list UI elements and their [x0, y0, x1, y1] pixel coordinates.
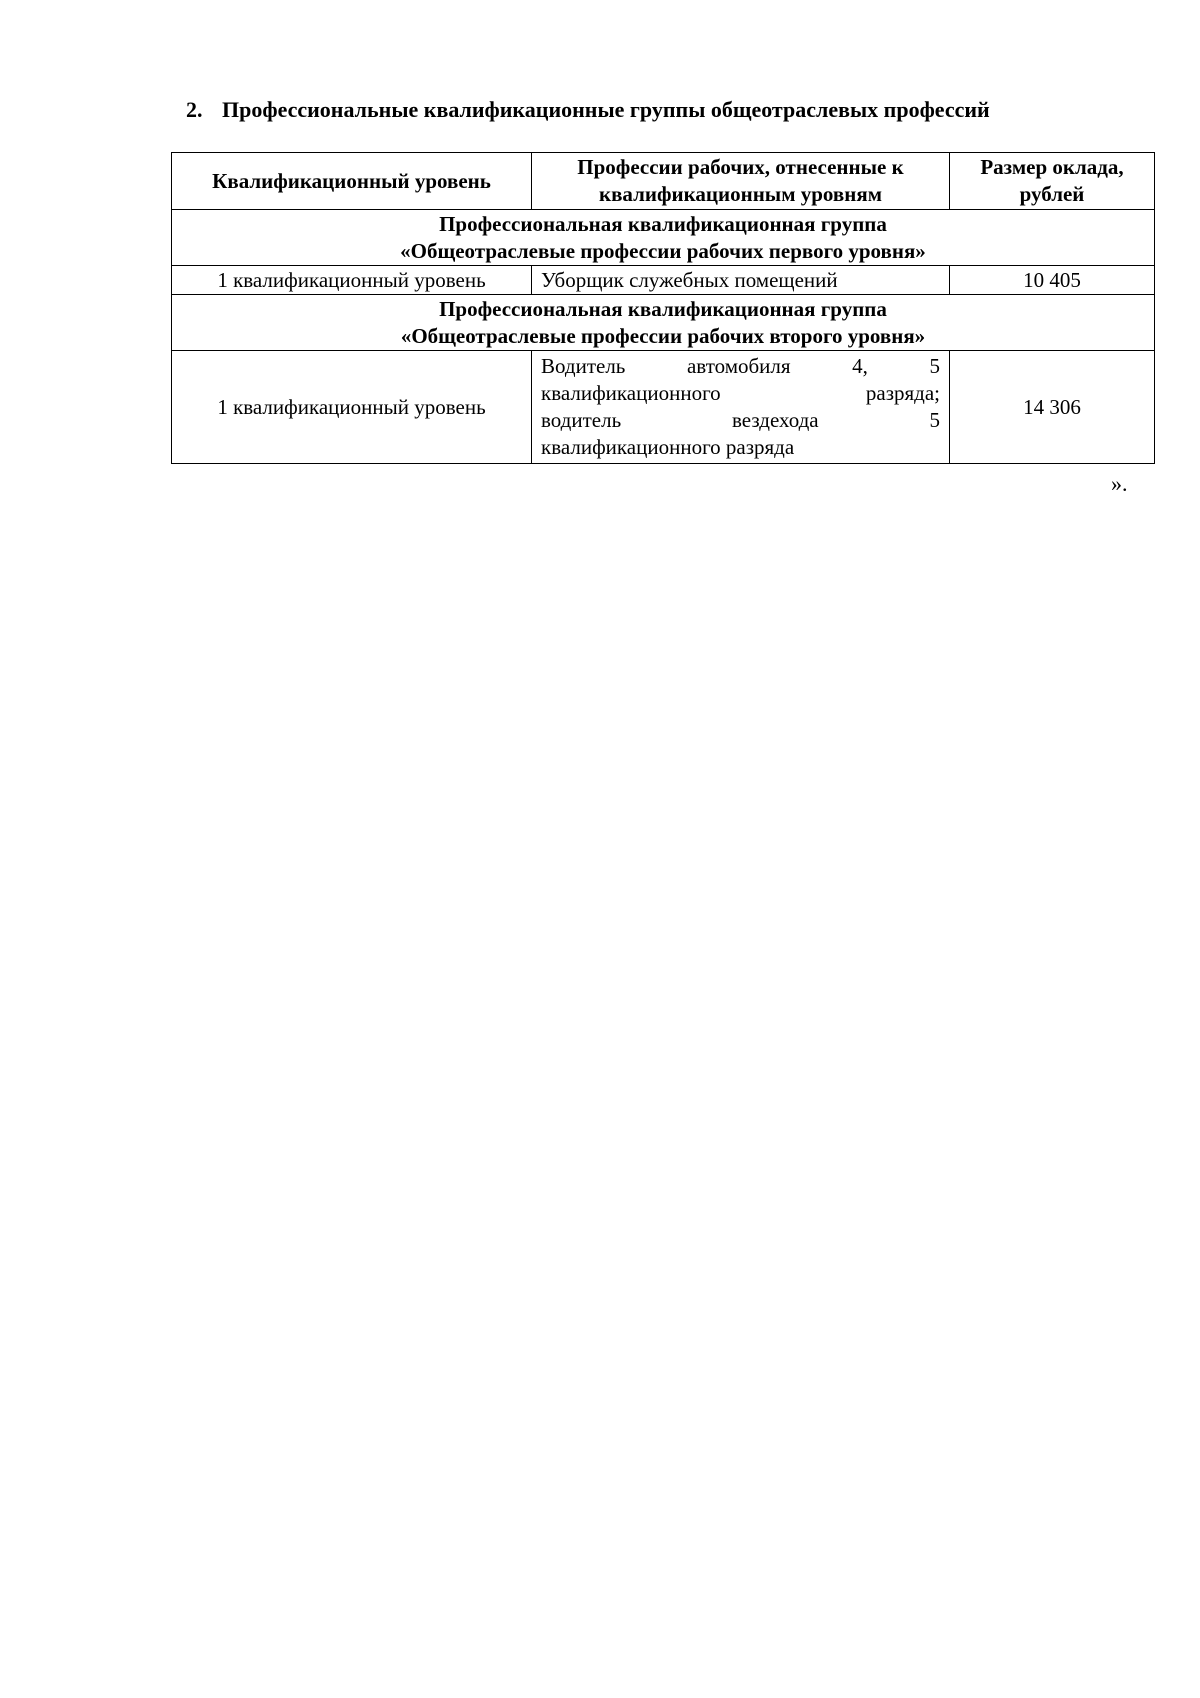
table-row	[172, 351, 1155, 464]
qualification-groups-table	[171, 152, 1155, 464]
table-row	[172, 266, 1155, 295]
group-row-first-level	[172, 210, 1155, 266]
closing-quote-mark: ».	[1111, 471, 1128, 496]
header-salary: Размер оклада, рублей	[950, 153, 1155, 210]
group-title-line1: Профессиональная квалификационная группа	[439, 211, 887, 236]
group-title-first-level	[172, 210, 1155, 266]
section-title: Профессиональные квалификационные группы общеотраслевых профессий	[222, 97, 990, 122]
group-row-second-level	[172, 295, 1155, 351]
professions-cell: Уборщик служебных помещений	[532, 266, 950, 295]
professions-line: квалификационного разряда;	[541, 381, 940, 405]
group-title-second-level	[172, 295, 1155, 351]
group-title-line2: «Общеотраслевые профессии рабочих первого уровня»	[400, 238, 926, 263]
group-title-line2: «Общеотраслевые профессии рабочих второго уровня»	[400, 323, 926, 348]
qualification-level-cell: 1 квалификационный уровень	[172, 266, 532, 295]
professions-cell	[532, 351, 950, 464]
professions-line: водитель вездехода 5	[541, 408, 940, 432]
professions-line: Водитель автомобиля 4, 5	[541, 354, 940, 378]
section-heading	[186, 96, 990, 124]
salary-cell: 14 306	[950, 351, 1155, 464]
section-number: 2.	[186, 97, 203, 122]
qualification-level-cell: 1 квалификационный уровень	[172, 351, 532, 464]
header-professions: Профессии рабочих, отнесенные к квалификационным уровням	[532, 153, 950, 210]
group-title-line1: Профессиональная квалификационная группа	[439, 296, 887, 321]
salary-cell: 10 405	[950, 266, 1155, 295]
header-qualification-level: Квалификационный уровень	[172, 153, 532, 210]
table-header-row	[172, 153, 1155, 210]
professions-line: квалификационного разряда	[541, 435, 795, 459]
